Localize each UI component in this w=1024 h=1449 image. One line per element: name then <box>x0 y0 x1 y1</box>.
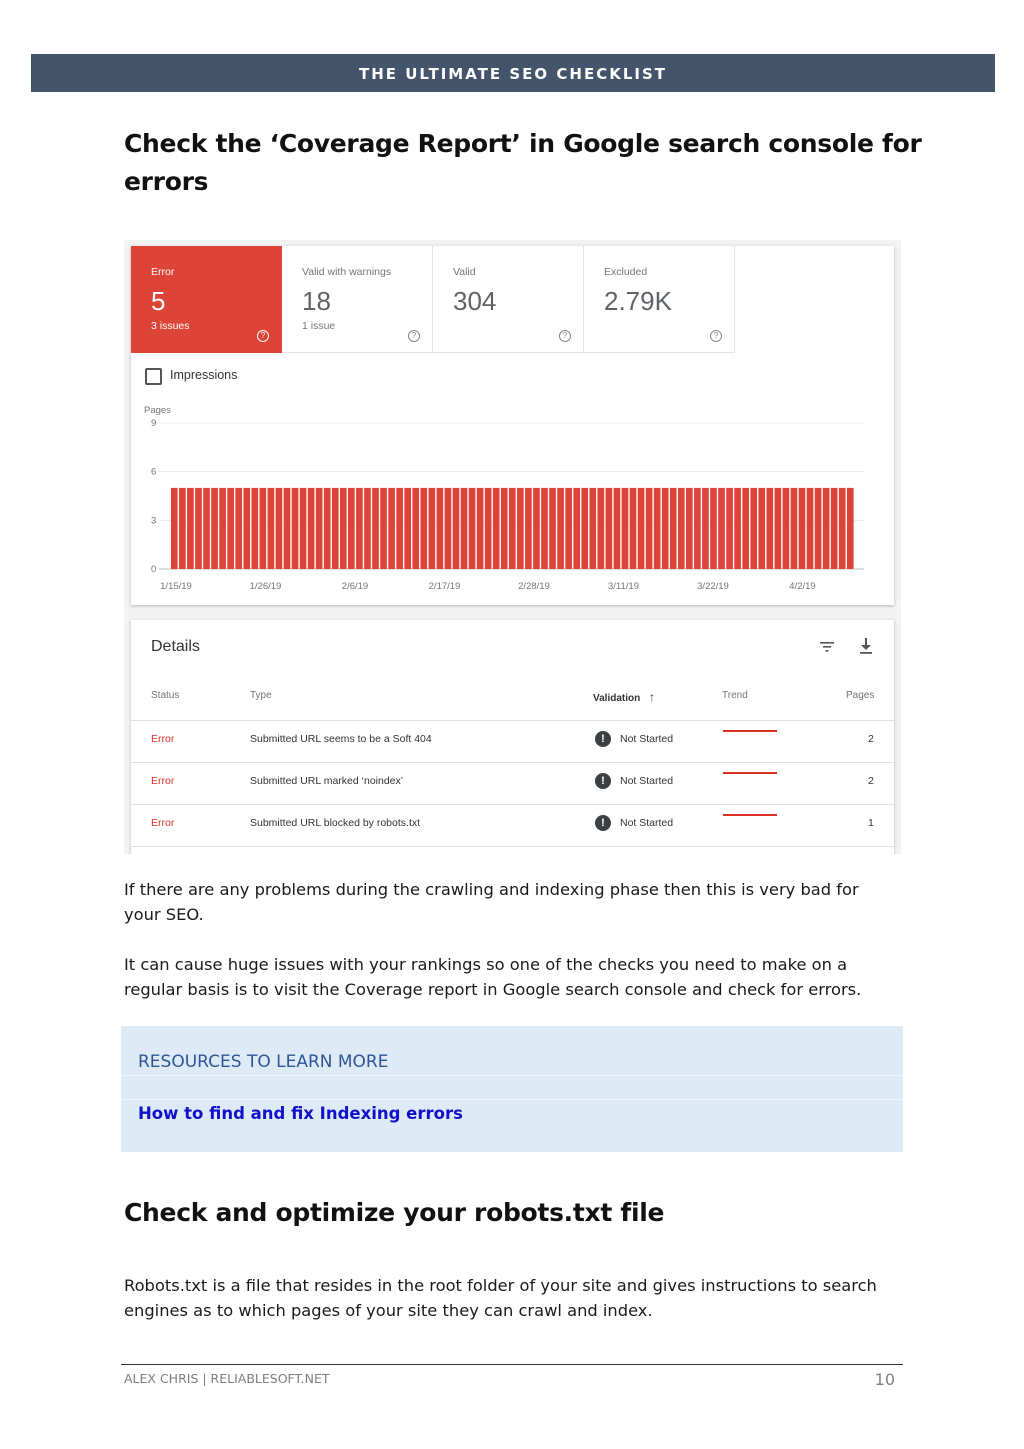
chart-bar[interactable] <box>292 488 299 569</box>
table-row[interactable] <box>131 719 894 761</box>
chart-x-tick-label: 1/15/19 <box>160 581 192 592</box>
chart-bar[interactable] <box>557 488 564 569</box>
col-header-status[interactable]: Status <box>151 690 180 701</box>
filter-icon[interactable] <box>819 640 835 654</box>
chart-bar[interactable] <box>758 488 765 569</box>
chart-bar[interactable] <box>638 488 645 569</box>
chart-bar[interactable] <box>750 488 757 569</box>
chart-bar[interactable] <box>823 488 830 569</box>
divider <box>121 1075 903 1076</box>
resource-link[interactable]: How to find and fix Indexing errors <box>138 1104 463 1123</box>
tile-label: Excluded <box>604 266 648 278</box>
chart-bar[interactable] <box>260 488 267 569</box>
chart-bar[interactable] <box>461 488 468 569</box>
trend-line <box>723 814 777 816</box>
chart-bar[interactable] <box>533 488 540 569</box>
chart-bar[interactable] <box>670 488 677 569</box>
row-validation: Not Started <box>620 817 674 829</box>
row-validation: Not Started <box>620 775 674 787</box>
chart-bar[interactable] <box>783 488 790 569</box>
chart-bar[interactable] <box>501 488 508 569</box>
chart-bar[interactable] <box>525 488 532 569</box>
paragraph-line: regular basis is to visit the Coverage report in Google search console and check for errors. <box>124 980 862 999</box>
chart-x-tick-label: 1/26/19 <box>249 581 282 592</box>
col-header-pages[interactable]: Pages <box>846 690 875 701</box>
row-status: Error <box>151 817 175 829</box>
coverage-report-screenshot <box>124 240 901 854</box>
col-header-validation-label: Validation <box>593 693 641 704</box>
row-status: Error <box>151 733 175 745</box>
chart-bar[interactable] <box>565 488 572 569</box>
page-number: 10 <box>874 1370 895 1389</box>
chart-bar[interactable] <box>517 488 524 569</box>
heading-line-1: Check the ‘Coverage Report’ in Google search console for <box>124 129 922 158</box>
chart-bar[interactable] <box>775 488 782 569</box>
chart-bar[interactable] <box>815 488 822 569</box>
tile-label: Valid with warnings <box>302 266 392 278</box>
tile-excluded[interactable] <box>584 246 735 353</box>
chart-bar[interactable] <box>469 488 476 569</box>
help-icon[interactable]: ? <box>710 330 722 342</box>
chart-bar[interactable] <box>203 488 210 569</box>
row-type: Submitted URL marked ‘noindex’ <box>250 775 404 787</box>
tile-value: 304 <box>453 286 497 316</box>
row-type: Submitted URL blocked by robots.txt <box>250 817 421 829</box>
chart-bar[interactable] <box>179 488 186 569</box>
resources-title: RESOURCES TO LEARN MORE <box>138 1052 389 1072</box>
chart-bar[interactable] <box>581 488 588 569</box>
chart-bar[interactable] <box>694 488 701 569</box>
col-header-validation[interactable] <box>593 690 655 704</box>
page-banner: THE ULTIMATE SEO CHECKLIST <box>31 54 995 92</box>
row-pages: 2 <box>868 775 874 787</box>
paragraph-crawling <box>124 877 914 927</box>
chart-bar[interactable] <box>316 488 323 569</box>
paragraph-robots <box>124 1273 914 1323</box>
chart-bar[interactable] <box>630 488 637 569</box>
chart-bar[interactable] <box>702 488 709 569</box>
help-icon[interactable]: ? <box>559 330 571 342</box>
section-heading-robots: Check and optimize your robots.txt file <box>124 1198 665 1227</box>
row-validation: Not Started <box>620 733 674 745</box>
chart-bar[interactable] <box>614 488 621 569</box>
resources-box <box>121 1026 903 1152</box>
chart-bar[interactable] <box>686 488 693 569</box>
impressions-label: Impressions <box>170 368 238 382</box>
chart-bar[interactable] <box>573 488 580 569</box>
divider <box>121 1099 903 1100</box>
chart-bar[interactable] <box>678 488 685 569</box>
chart-bar[interactable] <box>437 488 444 569</box>
heading-line-2: errors <box>124 167 209 196</box>
chart-bar[interactable] <box>324 488 331 569</box>
chart-bar[interactable] <box>284 488 291 569</box>
chart-bar[interactable] <box>847 488 854 569</box>
chart-bar[interactable] <box>799 488 806 569</box>
chart-x-tick-label: 4/2/19 <box>789 581 816 592</box>
row-status: Error <box>151 775 175 787</box>
chart-bar[interactable] <box>493 488 500 569</box>
alert-icon: ! <box>595 773 611 789</box>
tile-valid[interactable] <box>433 246 584 353</box>
chart-bar[interactable] <box>831 488 838 569</box>
help-icon[interactable]: ? <box>408 330 420 342</box>
download-icon[interactable] <box>859 637 873 655</box>
chart-bar[interactable] <box>766 488 773 569</box>
chart-bar[interactable] <box>171 488 178 569</box>
tile-value: 18 <box>302 286 331 316</box>
footer-author: ALEX CHRIS | RELIABLESOFT.NET <box>124 1371 330 1386</box>
chart-bar[interactable] <box>541 488 548 569</box>
tile-valid-with-warnings[interactable] <box>282 246 433 353</box>
chart-y-axis-label: Pages <box>144 405 171 416</box>
trend-line <box>723 772 777 774</box>
chart-bar[interactable] <box>791 488 798 569</box>
chart-bar[interactable] <box>348 488 355 569</box>
row-pages: 2 <box>868 733 874 745</box>
chart-bar[interactable] <box>710 488 717 569</box>
paragraph-line: If there are any problems during the crawling and indexing phase then this is very bad for <box>124 880 859 899</box>
alert-icon: ! <box>595 815 611 831</box>
col-header-trend[interactable]: Trend <box>722 690 748 701</box>
chart-bar[interactable] <box>268 488 275 569</box>
paragraph-rankings <box>124 952 914 1002</box>
coverage-summary-card <box>131 246 894 605</box>
chart-bar[interactable] <box>509 488 516 569</box>
paragraph-line: engines as to which pages of your site they can crawl and index. <box>124 1301 653 1320</box>
chart-bar[interactable] <box>396 488 403 569</box>
chart-bar[interactable] <box>227 488 234 569</box>
chart-y-tick-label: 9 <box>151 418 157 429</box>
paragraph-line: your SEO. <box>124 905 204 924</box>
alert-icon: ! <box>595 731 611 747</box>
tile-sub: 3 issues <box>151 320 190 332</box>
chart-bar[interactable] <box>340 488 347 569</box>
impressions-checkbox[interactable] <box>145 368 162 385</box>
trend-line <box>723 730 777 732</box>
chart-y-tick-label: 0 <box>151 564 157 575</box>
chart-bar[interactable] <box>549 488 556 569</box>
chart-x-tick-label: 3/11/19 <box>608 581 639 592</box>
chart-bar[interactable] <box>356 488 363 569</box>
row-type: Submitted URL seems to be a Soft 404 <box>250 733 432 745</box>
chart-bar[interactable] <box>477 488 484 569</box>
pages-bar-chart <box>131 396 894 596</box>
chart-bar[interactable] <box>445 488 452 569</box>
chart-bar[interactable] <box>734 488 741 569</box>
footer-divider <box>121 1364 903 1365</box>
chart-bar[interactable] <box>589 488 596 569</box>
details-title: Details <box>151 638 200 655</box>
chart-bar[interactable] <box>485 488 492 569</box>
chart-bar[interactable] <box>718 488 725 569</box>
chart-bar[interactable] <box>646 488 653 569</box>
chart-bar[interactable] <box>187 488 194 569</box>
chart-bar[interactable] <box>597 488 604 569</box>
chart-bar[interactable] <box>388 488 395 569</box>
chart-bar[interactable] <box>654 488 661 569</box>
sort-arrow-icon: ↑ <box>649 690 656 704</box>
chart-bar[interactable] <box>364 488 371 569</box>
chart-bar[interactable] <box>372 488 379 569</box>
chart-bar[interactable] <box>429 488 436 569</box>
chart-bar[interactable] <box>606 488 613 569</box>
chart-bar[interactable] <box>211 488 218 569</box>
chart-bar[interactable] <box>308 488 315 569</box>
chart-bar[interactable] <box>807 488 814 569</box>
chart-y-tick-label: 3 <box>151 515 157 527</box>
chart-bar[interactable] <box>404 488 411 569</box>
chart-bar[interactable] <box>195 488 202 569</box>
help-icon[interactable]: ? <box>257 330 269 342</box>
chart-bar[interactable] <box>332 488 339 569</box>
chart-bar[interactable] <box>380 488 387 569</box>
chart-bar[interactable] <box>726 488 733 569</box>
chart-y-tick-label: 6 <box>151 466 157 478</box>
chart-bar[interactable] <box>412 488 419 569</box>
tile-value: 2.79K <box>604 286 672 316</box>
col-header-type[interactable]: Type <box>250 690 272 701</box>
chart-x-tick-label: 2/17/19 <box>428 581 461 592</box>
table-row[interactable] <box>131 803 894 845</box>
chart-bar[interactable] <box>662 488 669 569</box>
chart-bar[interactable] <box>219 488 226 569</box>
paragraph-line: It can cause huge issues with your rankings so one of the checks you need to make on a <box>124 955 848 974</box>
row-pages: 1 <box>868 817 874 829</box>
tile-sub: 1 issue <box>302 320 336 332</box>
chart-bar[interactable] <box>235 488 242 569</box>
section-heading-coverage <box>124 125 922 201</box>
chart-bar[interactable] <box>243 488 250 569</box>
chart-bar[interactable] <box>453 488 460 569</box>
table-row[interactable] <box>131 761 894 803</box>
chart-x-tick-label: 2/28/19 <box>518 581 550 592</box>
details-card <box>131 620 894 854</box>
chart-bar[interactable] <box>251 488 258 569</box>
paragraph-line: Robots.txt is a file that resides in the root folder of your site and gives instructions to search <box>124 1276 877 1295</box>
tile-label: Valid <box>453 266 476 278</box>
chart-bar[interactable] <box>839 488 846 569</box>
divider <box>131 846 894 847</box>
chart-bar[interactable] <box>622 488 629 569</box>
chart-x-tick-label: 3/22/19 <box>697 581 729 592</box>
chart-bar[interactable] <box>420 488 427 569</box>
chart-bar[interactable] <box>742 488 749 569</box>
chart-bar[interactable] <box>276 488 283 569</box>
tile-value: 5 <box>151 286 166 316</box>
tile-label: Error <box>151 266 175 278</box>
chart-x-tick-label: 2/6/19 <box>341 581 369 592</box>
tile-error[interactable] <box>131 246 282 353</box>
chart-bar[interactable] <box>300 488 307 569</box>
